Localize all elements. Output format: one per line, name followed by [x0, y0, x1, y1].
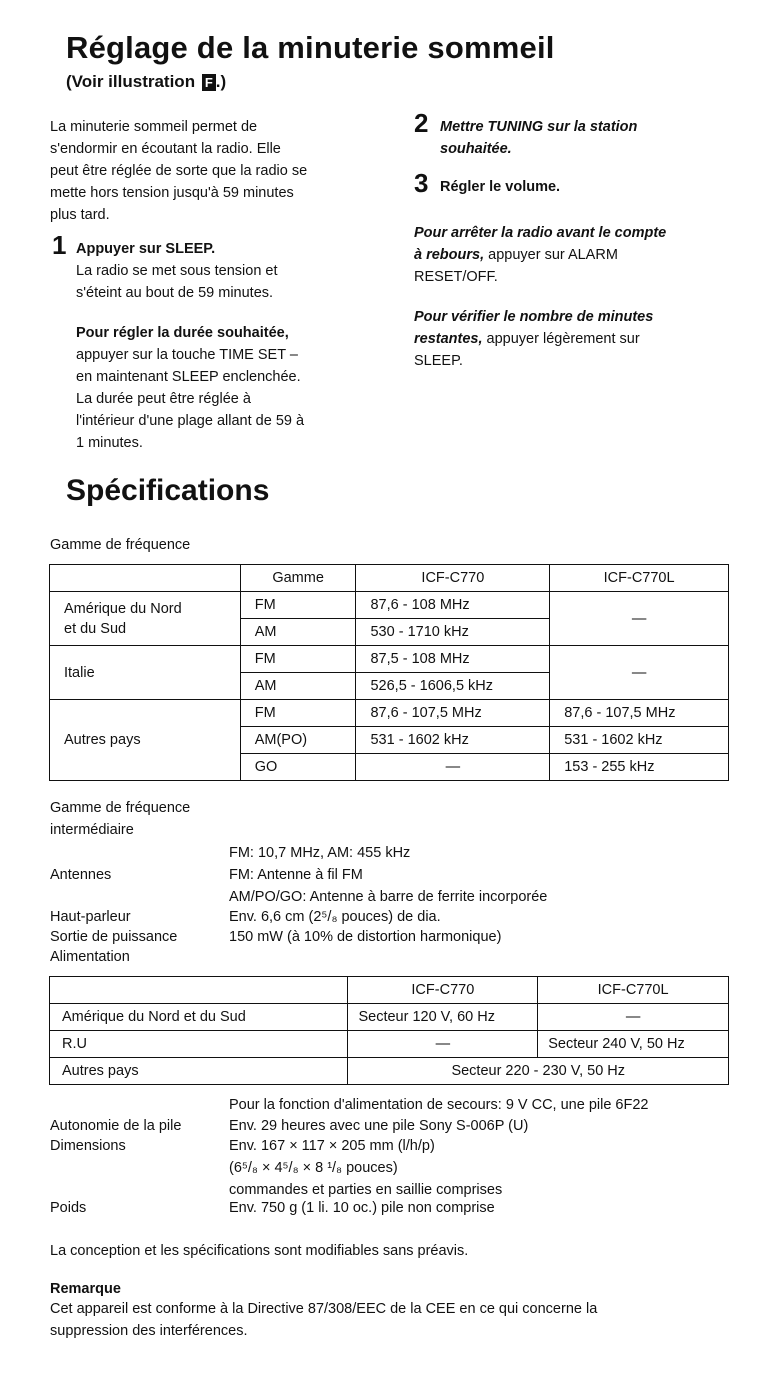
check-note-line: SLEEP.	[414, 353, 463, 369]
frequency-range-label: Gamme de fréquence	[50, 537, 191, 553]
stop-note-line: RESET/OFF.	[414, 269, 498, 285]
table-header-cell	[50, 565, 241, 592]
region-cell: Italie	[50, 646, 241, 700]
stop-note-line: Pour arrêter la radio avant le compte	[414, 225, 667, 241]
table-header-cell: Gamme	[240, 565, 356, 592]
stop-note-emph: à rebours,	[414, 247, 485, 263]
table-header-cell: ICF-C770L	[550, 565, 729, 592]
freq-cell: 87,6 - 107,5 MHz	[356, 700, 550, 727]
power-output-value: 150 mW (à 10% de distortion harmonique)	[229, 929, 502, 945]
step-3-number: 3	[414, 168, 429, 198]
subtitle-end: .)	[215, 72, 227, 91]
remark-line: suppression des interférences.	[50, 1323, 248, 1339]
step-1-line: La radio se met sous tension et	[76, 263, 278, 279]
band-cell: FM	[240, 700, 356, 727]
table-row	[50, 592, 729, 619]
freq-cell: —	[356, 754, 550, 781]
antennas-label: Antennes	[50, 867, 112, 883]
freq-cell: 531 - 1602 kHz	[550, 727, 729, 754]
band-cell: AM(PO)	[240, 727, 356, 754]
specs-heading: Spécifications	[66, 474, 270, 507]
duration-note-line: La durée peut être réglée à	[76, 391, 251, 407]
power-cell: Secteur 220 - 230 V, 50 Hz	[348, 1058, 729, 1085]
dimensions-line: Env. 167 × 117 × 205 mm (l/h/p)	[229, 1138, 435, 1154]
duration-note-line: en maintenant SLEEP enclenchée.	[76, 369, 301, 385]
antennas-line: FM: Antenne à fil FM	[229, 867, 363, 883]
speaker-value: Env. 6,6 cm (2⁵/₈ pouces) de dia.	[229, 909, 441, 925]
intro-line: mette hors tension jusqu'à 59 minutes	[50, 185, 294, 201]
freq-cell: 87,6 - 108 MHz	[356, 592, 550, 619]
duration-note-line: appuyer sur la touche TIME SET –	[76, 347, 298, 363]
table-row	[50, 1004, 729, 1031]
power-cell: Secteur 120 V, 60 Hz	[348, 1004, 538, 1031]
step-2-line: Mettre TUNING sur la station	[440, 119, 638, 135]
intro-line: plus tard.	[50, 207, 110, 223]
duration-note-title: Pour régler la durée souhaitée,	[76, 325, 289, 341]
battery-life-label: Autonomie de la pile	[50, 1118, 182, 1134]
freq-cell: 87,6 - 107,5 MHz	[550, 700, 729, 727]
power-table	[49, 976, 729, 1085]
band-cell: FM	[240, 592, 356, 619]
speaker-label: Haut-parleur	[50, 909, 131, 925]
freq-cell: 153 - 255 kHz	[550, 754, 729, 781]
step-1-description	[76, 260, 278, 304]
antennas-value	[229, 864, 547, 908]
freq-cell: 530 - 1710 kHz	[356, 619, 550, 646]
band-cell: FM	[240, 646, 356, 673]
if-value: FM: 10,7 MHz, AM: 455 kHz	[229, 845, 411, 861]
intro-line: peut être réglée de sorte que la radio se	[50, 163, 308, 179]
step-2-number: 2	[414, 108, 429, 138]
stop-note-rest: appuyer sur ALARM	[484, 247, 618, 263]
power-output-label: Sortie de puissance	[50, 929, 178, 945]
step-2-text	[440, 116, 637, 160]
table-header-row	[50, 977, 729, 1004]
table-row	[50, 700, 729, 727]
stop-note-line	[414, 244, 666, 266]
table-header-cell: ICF-C770	[356, 565, 550, 592]
region-cell: Amérique du Nord et du Sud	[50, 1004, 348, 1031]
band-cell: AM	[240, 673, 356, 700]
region-cell: Autres pays	[50, 1058, 348, 1085]
check-note-line	[414, 328, 653, 350]
step-1-duration-note	[76, 322, 304, 454]
step-1-number: 1	[52, 230, 67, 260]
table-header-row	[50, 565, 729, 592]
power-cell: Secteur 240 V, 50 Hz	[538, 1031, 729, 1058]
dimensions-label: Dimensions	[50, 1138, 126, 1154]
subtitle-text: (Voir illustration	[66, 72, 196, 91]
band-cell: GO	[240, 754, 356, 781]
stop-radio-note	[414, 222, 666, 288]
page-subtitle	[66, 72, 226, 92]
region-cell: Autres pays	[50, 700, 241, 781]
frequency-table	[49, 564, 729, 781]
freq-cell: —	[550, 646, 729, 700]
duration-note-line: l'intérieur d'une plage allant de 59 à	[76, 413, 305, 429]
if-label-line: Gamme de fréquence	[50, 800, 191, 816]
weight-label: Poids	[50, 1200, 87, 1216]
table-row	[50, 646, 729, 673]
region-cell	[50, 592, 241, 646]
if-label	[50, 797, 190, 841]
table-row	[50, 1031, 729, 1058]
check-note-emph: restantes,	[414, 331, 483, 347]
step-3-text: Régler le volume.	[440, 179, 561, 195]
weight-value: Env. 750 g (1 li. 10 oc.) pile non comprise	[229, 1200, 495, 1216]
freq-cell: 87,5 - 108 MHz	[356, 646, 550, 673]
check-note-line: Pour vérifier le nombre de minutes	[414, 309, 654, 325]
remark-title: Remarque	[50, 1281, 121, 1297]
dimensions-line: (6⁵/₈ × 4⁵/₈ × 8 ¹/₈ pouces)	[229, 1160, 398, 1176]
duration-note-line: 1 minutes.	[76, 435, 143, 451]
dimensions-value	[229, 1135, 502, 1201]
power-cell: —	[538, 1004, 729, 1031]
power-supply-label: Alimentation	[50, 949, 130, 965]
band-cell: AM	[240, 619, 356, 646]
antennas-line: AM/PO/GO: Antenne à barre de ferrite incorporée	[229, 889, 548, 905]
table-row	[50, 1058, 729, 1085]
table-header-cell	[50, 977, 348, 1004]
region-line: et du Sud	[64, 620, 127, 637]
dimensions-line: commandes et parties en saillie comprises	[229, 1182, 503, 1198]
table-header-cell: ICF-C770	[348, 977, 538, 1004]
check-minutes-note	[414, 306, 653, 372]
intro-paragraph	[50, 116, 307, 226]
power-cell: —	[348, 1031, 538, 1058]
step-1-line: s'éteint au bout de 59 minutes.	[76, 285, 274, 301]
intro-line: s'endormir en écoutant la radio. Elle	[50, 141, 281, 157]
region-cell: R.U	[50, 1031, 348, 1058]
step-1-title: Appuyer sur SLEEP.	[76, 241, 216, 257]
page-title: Réglage de la minuterie sommeil	[66, 30, 555, 65]
if-label-line: intermédiaire	[50, 822, 134, 838]
region-line: Amérique du Nord	[64, 600, 182, 617]
table-header-cell: ICF-C770L	[538, 977, 729, 1004]
figure-reference-badge: F	[202, 74, 216, 91]
remark-text	[50, 1298, 597, 1342]
freq-cell: 531 - 1602 kHz	[356, 727, 550, 754]
freq-cell: 526,5 - 1606,5 kHz	[356, 673, 550, 700]
remark-line: Cet appareil est conforme à la Directive 87/308/EEC de la CEE en ce qui concerne la	[50, 1301, 598, 1317]
intro-line: La minuterie sommeil permet de	[50, 119, 258, 135]
battery-life-value: Env. 29 heures avec une pile Sony S-006P (U)	[229, 1118, 529, 1134]
step-2-line: souhaitée.	[440, 141, 512, 157]
backup-power-note: Pour la fonction d'alimentation de secours: 9 V CC, une pile 6F22	[229, 1097, 649, 1113]
freq-cell: —	[550, 592, 729, 646]
check-note-rest: appuyer légèrement sur	[482, 331, 640, 347]
design-change-notice: La conception et les spécifications sont modifiables sans préavis.	[50, 1243, 469, 1259]
